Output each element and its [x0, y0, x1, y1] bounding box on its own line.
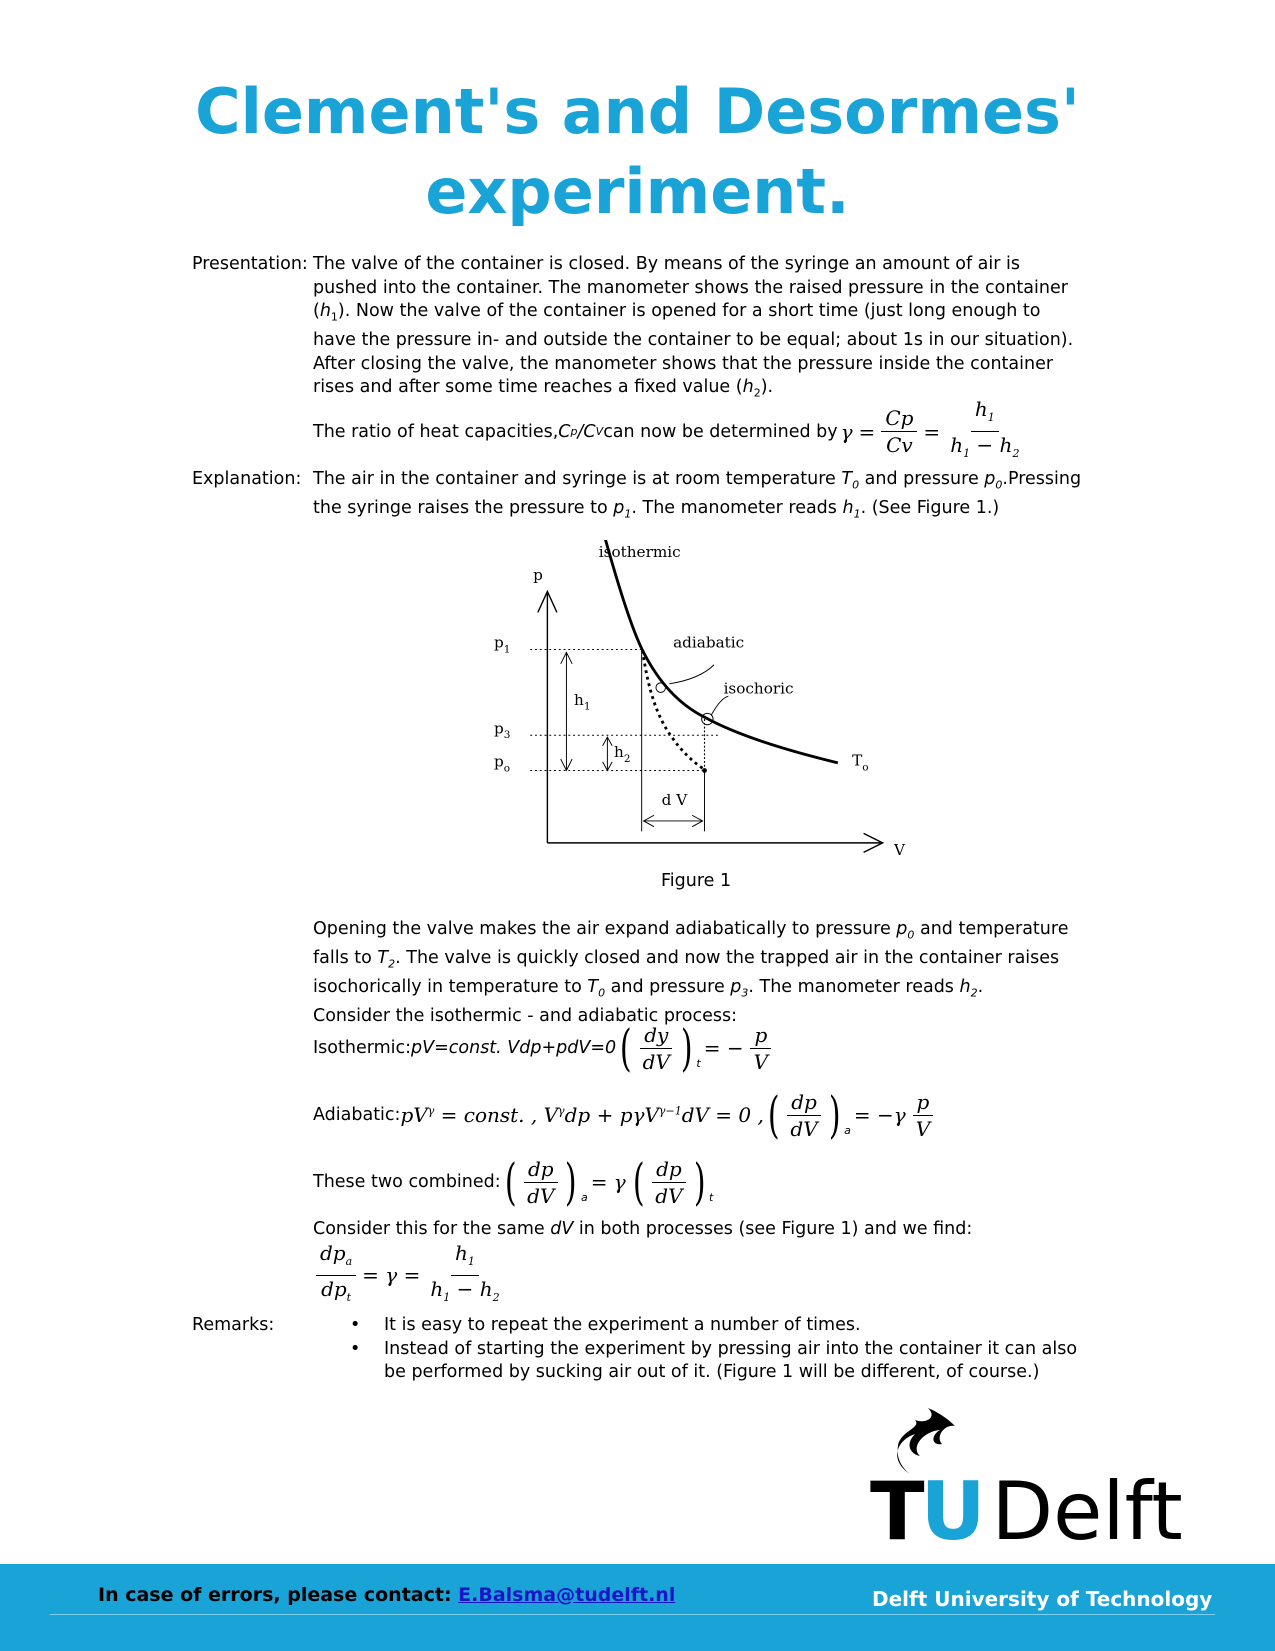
adiabatic-equation: Adiabatic: $pV^\gamma$ = const. , $V^\gamma dp + p\gamma V^{\gamma-1}dV = 0$ , ( $\frac{dp}{dV}$ ) a = −γ $\frac{p}{V}$ [313, 1085, 937, 1145]
list-item: • It is easy to repeat the experiment a number of times. [350, 1314, 1090, 1338]
presentation-label: Presentation: [192, 254, 308, 274]
isothermic-equation: Isothermic: pV=const. Vdp+pdV=0 ( $\frac{dy}{dV}$ ) t = − $\frac{p}{V}$ [313, 1018, 775, 1078]
title-line-1: Clement's and Desormes' [195, 75, 1080, 148]
logo-delft: Delft [991, 1465, 1183, 1558]
label-p1: $p_1$ [494, 633, 511, 656]
axis-p-label: p [533, 566, 543, 584]
label-p3: $p_3$ [494, 719, 511, 742]
remarks-label: Remarks: [192, 1315, 275, 1335]
tudelft-logo [870, 1420, 1190, 1560]
page-title [0, 72, 1275, 232]
label-isochoric: isochoric [723, 679, 794, 698]
ratio-equation: The ratio of heat capacities, C p / C V can now be determined by γ = $\frac{Cp}{Cv}$ = $\frac{h_1}{h_1 - h_2}$ [313, 397, 1020, 460]
remarks-list [350, 1314, 1090, 1385]
figure-caption: Figure 1 [661, 871, 732, 891]
final-equation: $\frac{dp_a}{dp_t}$ = γ = $\frac{h_1}{h_1 - h_2}$ [313, 1244, 507, 1306]
axis-v-label: V [894, 841, 906, 860]
university-name: Delft University of Technology [872, 1587, 1213, 1611]
title-line-2: experiment. [425, 155, 850, 228]
label-p0: $p_o$ [494, 752, 511, 775]
label-h2: $h_2$ [614, 743, 631, 765]
process-text: Opening the valve makes the air expand adiabatically to pressure $p_0$ and temperature falls to $T_2$. The valve is quickly closed and now the trapped air in the container raises isochorically in temperature to $T_0$ and pressure $p_3$. The manometer reads $h_2$. Consider the isothermic - and adiabatic process: [313, 919, 1069, 1026]
logo-t: T [870, 1465, 921, 1558]
explanation-label: Explanation: [192, 469, 302, 489]
figure-1-diagram [460, 540, 930, 860]
contact-line: In case of errors, please contact: E.Balsma@tudelft.nl [98, 1584, 676, 1606]
consider-text: Consider this for the same dV in both processes (see Figure 1) and we find: [313, 1219, 973, 1239]
label-isothermic: isothermic [598, 543, 681, 562]
label-adiabatic: adiabatic [673, 633, 745, 652]
logo-u: U [920, 1465, 982, 1558]
label-h1: $h_1$ [574, 690, 591, 713]
contact-email-link[interactable]: E.Balsma@tudelft.nl [458, 1584, 676, 1606]
list-item: • Instead of starting the experiment by pressing air into the container it can also be performed by sucking air out of it. (Figure 1 will be different, of course.) [350, 1338, 1090, 1385]
footer-divider [50, 1614, 1215, 1615]
presentation-text: The valve of the container is closed. By means of the syringe an amount of air is pushed into the container. The manometer shows the raised pressure in the container $(h_1)$. Now the valve of the container is opened for a short time (just long enough to have the pressure in- and outside the container to be equal; about 1s in our situation). After closing the valve, the manometer shows that the pressure inside the container rises and after some time reaches a fixed value $(h_2)$. [313, 254, 1074, 400]
footer-bar [0, 1564, 1275, 1651]
explanation-text: The air in the container and syringe is at room temperature $T_0$ and pressure $p_0.Pressing$ the syringe raises the pressure to $p_1$. The manometer reads $h_1$. (See Figure 1.) [313, 469, 1082, 521]
label-dv: d V [661, 790, 688, 809]
label-t0: $T_o$ [852, 751, 869, 774]
combined-equation: These two combined: ( $\frac{dp}{dV}$ ) a = γ ( $\frac{dp}{dV}$ ) t [313, 1153, 714, 1211]
